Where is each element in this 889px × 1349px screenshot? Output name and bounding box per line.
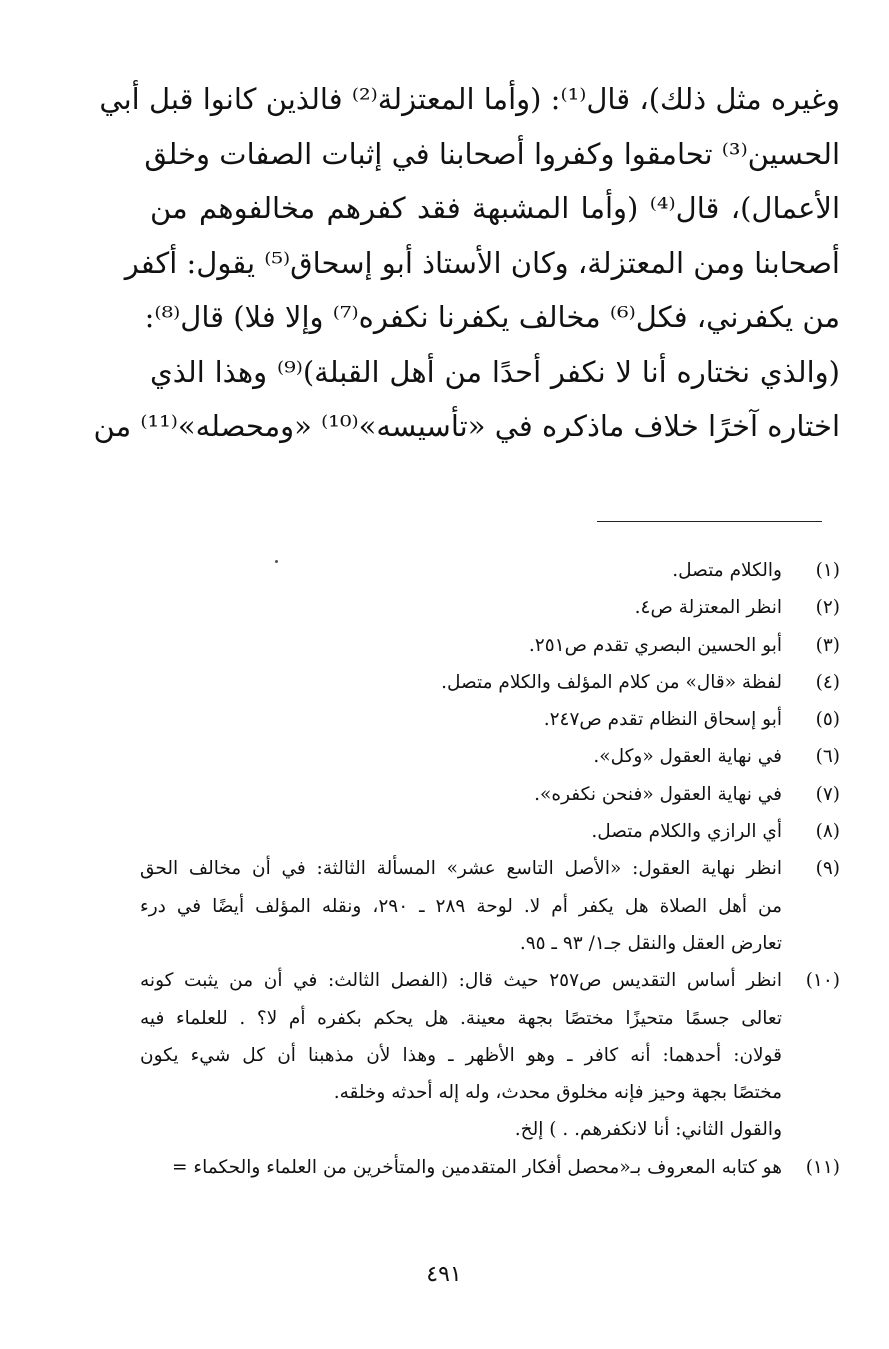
footnote [140,552,840,589]
footnote [140,776,840,813]
footnote-text: أبو الحسين البصري تقدم ص٢٥١. [528,634,782,656]
footnote-number: (١) [815,560,840,581]
footnote-text: هو كتابه المعروف بـ«محصل أفكار المتقدمين والمتأخرين من العلماء والحكماء = [172,1156,782,1178]
footnote [140,962,840,1148]
footnote-text: أبو إسحاق النظام تقدم ص٢٤٧. [543,709,782,731]
footnote-text: من أهل الصلاة هل يكفر أم لا. لوحة ٢٨٩ ـ ٢٩٠، ونقله المؤلف أيضًا في درء [140,895,782,917]
footnote-text: في نهاية العقول «فنحن نكفره». [534,783,782,805]
footnote-number: (٩) [815,858,840,880]
footnote-number: (٦) [815,746,840,768]
footnote-text: لفظة «قال» من كلام المؤلف والكلام متصل. [441,671,782,693]
footnote-number: (٨) [815,821,840,843]
main-text-line: اختاره آخرًا خلاف ماذكره في «تأسيسه»⁽¹⁰⁾ «ومحصله»⁽¹¹⁾ من [93,409,840,443]
footnote [140,813,840,850]
footnote-text: والكلام متصل. [672,560,782,581]
footnote-text: تعالى جسمًا متحيزًا مختصًا بجهة معينة. هل يحكم بكفره أم لا؟ . للعلماء فيه [140,1007,782,1029]
footnote-number: (٣) [815,634,840,656]
footnote [140,627,840,664]
page-number: ٤٩١ [426,1262,462,1287]
footnotes [140,552,840,1186]
footnote [140,850,840,962]
main-text-line: الأعمال)، قال⁽⁴⁾ (وأما المشبهة فقد كفرهم مخالفوهم من [150,191,841,225]
main-text-line: الحسين⁽³⁾ تحامقوا وكفروا أصحابنا في إثبات الصفات وخلق [144,136,840,171]
footnote-text: مختصًا بجهة وحيز فإنه مخلوق محدث، وله إله أحدثه وخلقه. [333,1082,782,1104]
footnote-text: انظر نهاية العقول: «الأصل التاسع عشر» المسألة الثالثة: في أن مخالف الحق [140,858,782,880]
main-text-line: أصحابنا ومن المعتزلة، وكان الأستاذ أبو إسحاق⁽⁵⁾ يقول: أكفر [124,245,840,280]
footnote-number: (٧) [815,783,840,805]
footnote-text: أي الرازي والكلام متصل. [591,821,782,843]
footnote [140,589,840,626]
footnote-separator [597,521,822,522]
footnote-text: قولان: أحدهما: أنه كافر ـ وهو الأظهر ـ وهذا لأن مذهبنا أن كل شيء يكون [140,1044,782,1066]
footnote [140,664,840,701]
footnote-text: انظر أساس التقديس ص٢٥٧ حيث قال: (الفصل الثالث: في أن من يثبت كونه [140,970,782,992]
footnote [140,701,840,738]
main-text [93,72,841,454]
footnote-number: (١١) [805,1156,840,1178]
footnote-text: تعارض العقل والنقل جـ١/ ٩٣ ـ ٩٥. [519,932,782,954]
main-text-line: من يكفرني، فكل⁽⁶⁾ مخالف يكفرنا نكفره⁽⁷⁾ وإلا فلا) قال⁽⁸⁾: [144,300,840,334]
footnote-text: في نهاية العقول «وكل». [593,746,782,768]
footnote [140,738,840,775]
footnote-text: انظر المعتزلة ص٤. [634,597,782,619]
main-text-line: (والذي نختاره أنا لا نكفر أحدًا من أهل القبلة)⁽⁹⁾ وهذا الذي [150,354,840,389]
main-text-line: وغيره مثل ذلك)، قال⁽¹⁾: (وأما المعتزلة⁽²⁾ فالذين كانوا قبل أبي [99,82,840,116]
footnote-number: (١٠) [805,970,840,992]
footnote-text: والقول الثاني: أنا لانكفرهم. . ) إلخ. [514,1119,782,1141]
footnote [140,1149,840,1186]
footnote-number: (٢) [815,597,840,619]
footnote-number: (٥) [815,709,840,731]
footnote-number: (٤) [815,671,840,693]
